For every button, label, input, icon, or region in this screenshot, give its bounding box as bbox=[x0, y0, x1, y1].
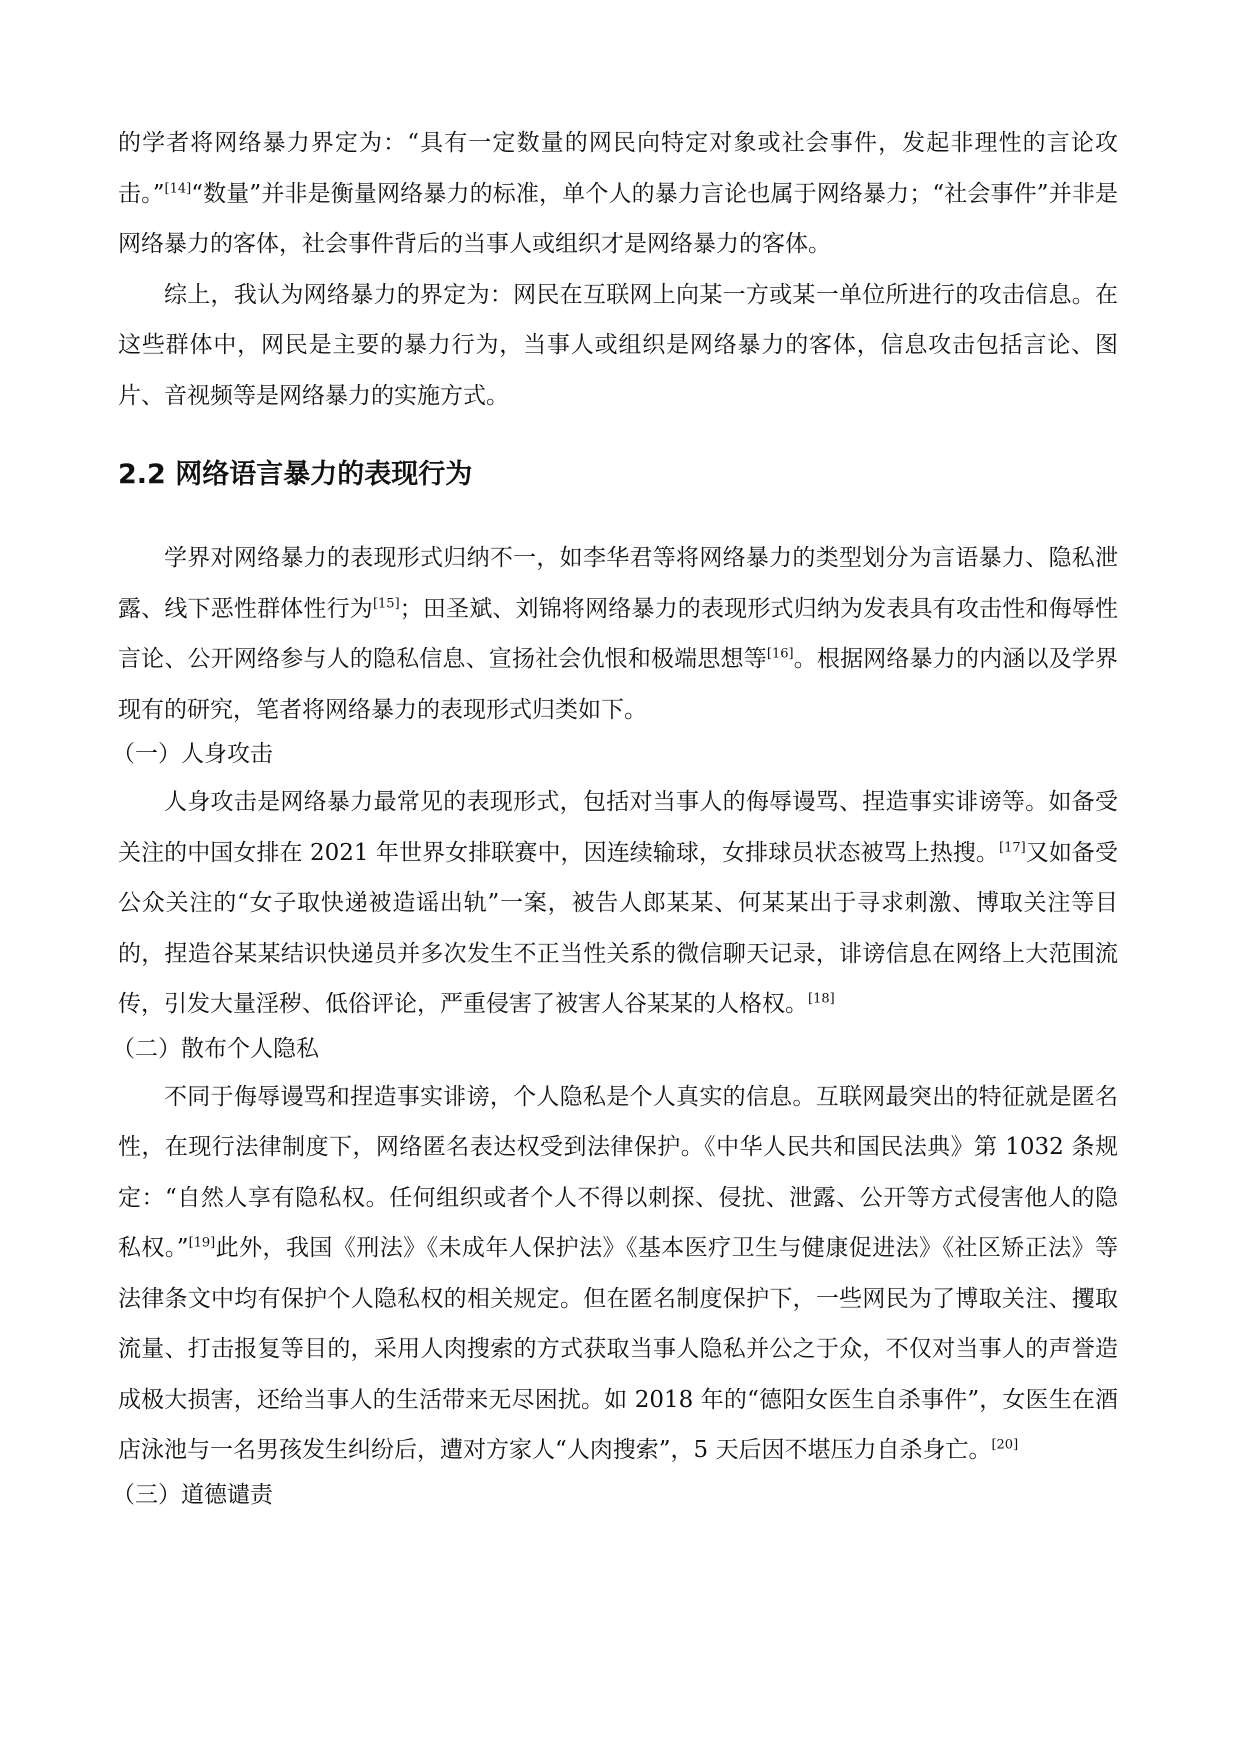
citation-14: [14] bbox=[164, 180, 192, 196]
paragraph-definition-critique: 的学者将网络暴力界定为：“具有一定数量的网民向特定对象或社会事件，发起非理性的言论攻击。”[14]“数量”并非是衡量网络暴力的标准，单个人的暴力言论也属于网络暴力；“社会事件”并非是网络暴力的客体，社会事件背后的当事人或组织才是网络暴力的客体。 bbox=[118, 130, 1118, 257]
citation-20: [20] bbox=[991, 1437, 1019, 1453]
paragraph-personal-attack: 人身攻击是网络暴力最常见的表现形式，包括对当事人的侮辱谩骂、捏造事实诽谤等。如备受关注的中国女排在 2021 年世界女排联赛中，因连续输球，女排球员状态被骂上热搜。[17]又如备受公众关注的“女子取快递被造谣出轨”一案，被告人郎某某、何某某出于寻求刺激、博取关注等目的，捏造谷某某结识快递员并多次发生不正当性关系的微信聊天记录，诽谤信息在网络上大范围流传，引发大量淫秽、低俗评论，严重侵害了被害人谷某某的人格权。[18] bbox=[118, 789, 1119, 1017]
section-heading: 2.2 网络语言暴力的表现行为 bbox=[118, 459, 473, 490]
subheading-moral-condemnation: （三）道德谴责 bbox=[112, 1481, 273, 1508]
subheading-privacy: （二）散布个人隐私 bbox=[112, 1035, 319, 1062]
citation-19: [19] bbox=[188, 1235, 216, 1251]
citation-18: [18] bbox=[808, 991, 835, 1007]
citation-15: [15] bbox=[372, 595, 400, 611]
subheading-personal-attack: （一）人身攻击 bbox=[112, 741, 273, 767]
paragraph-definition-summary: 综上，我认为网络暴力的界定为：网民在互联网上向某一方或某一单位所进行的攻击信息。在这些群体中，网民是主要的暴力行为，当事人或组织是网络暴力的客体，信息攻击包括言论、图片、音视频等是网络暴力的实施方式。 bbox=[118, 281, 1118, 409]
document-page bbox=[112, 118, 1119, 1518]
citation-17: [17] bbox=[999, 839, 1026, 855]
paragraph-forms-intro: 学界对网络暴力的表现形式归纳不一，如李华君等将网络暴力的类型划分为言语暴力、隐私泄露、线下恶性群体性行为[15]；田圣斌、刘锦将网络暴力的表现形式归纳为发表具有攻击性和侮辱性言论、公开网络参与人的隐私信息、宣扬社会仇恨和极端思想等[16]。根据网络暴力的内涵以及学界现有的研究，笔者将网络暴力的表现形式归类如下。 bbox=[118, 545, 1119, 723]
paragraph-privacy: 不同于侮辱谩骂和捏造事实诽谤，个人隐私是个人真实的信息。互联网最突出的特征就是匿名性，在现行法律制度下，网络匿名表达权受到法律保护。《中华人民共和国民法典》第 1032 条规定：“自然人享有隐私权。任何组织或者个人不得以刺探、侵扰、泄露、公开等方式侵害他人的隐私权。”[19]此外，我国《刑法》《未成年人保护法》《基本医疗卫生与健康促进法》《社区矫正法》等法律条文中均有保护个人隐私权的相关规定。但在匿名制度保护下，一些网民为了博取关注、攫取流量、打击报复等目的，采用人肉搜索的方式获取当事人隐私并公之于众，不仅对当事人的声誉造成极大损害，还给当事人的生活带来无尽困扰。如 2018 年的“德阳女医生自杀事件”，女医生在酒店泳池与一名男孩发生纠纷后，遭对方家人“人肉搜索”，5 天后因不堪压力自杀身亡。[20] bbox=[118, 1083, 1119, 1463]
citation-16: [16] bbox=[766, 646, 794, 662]
